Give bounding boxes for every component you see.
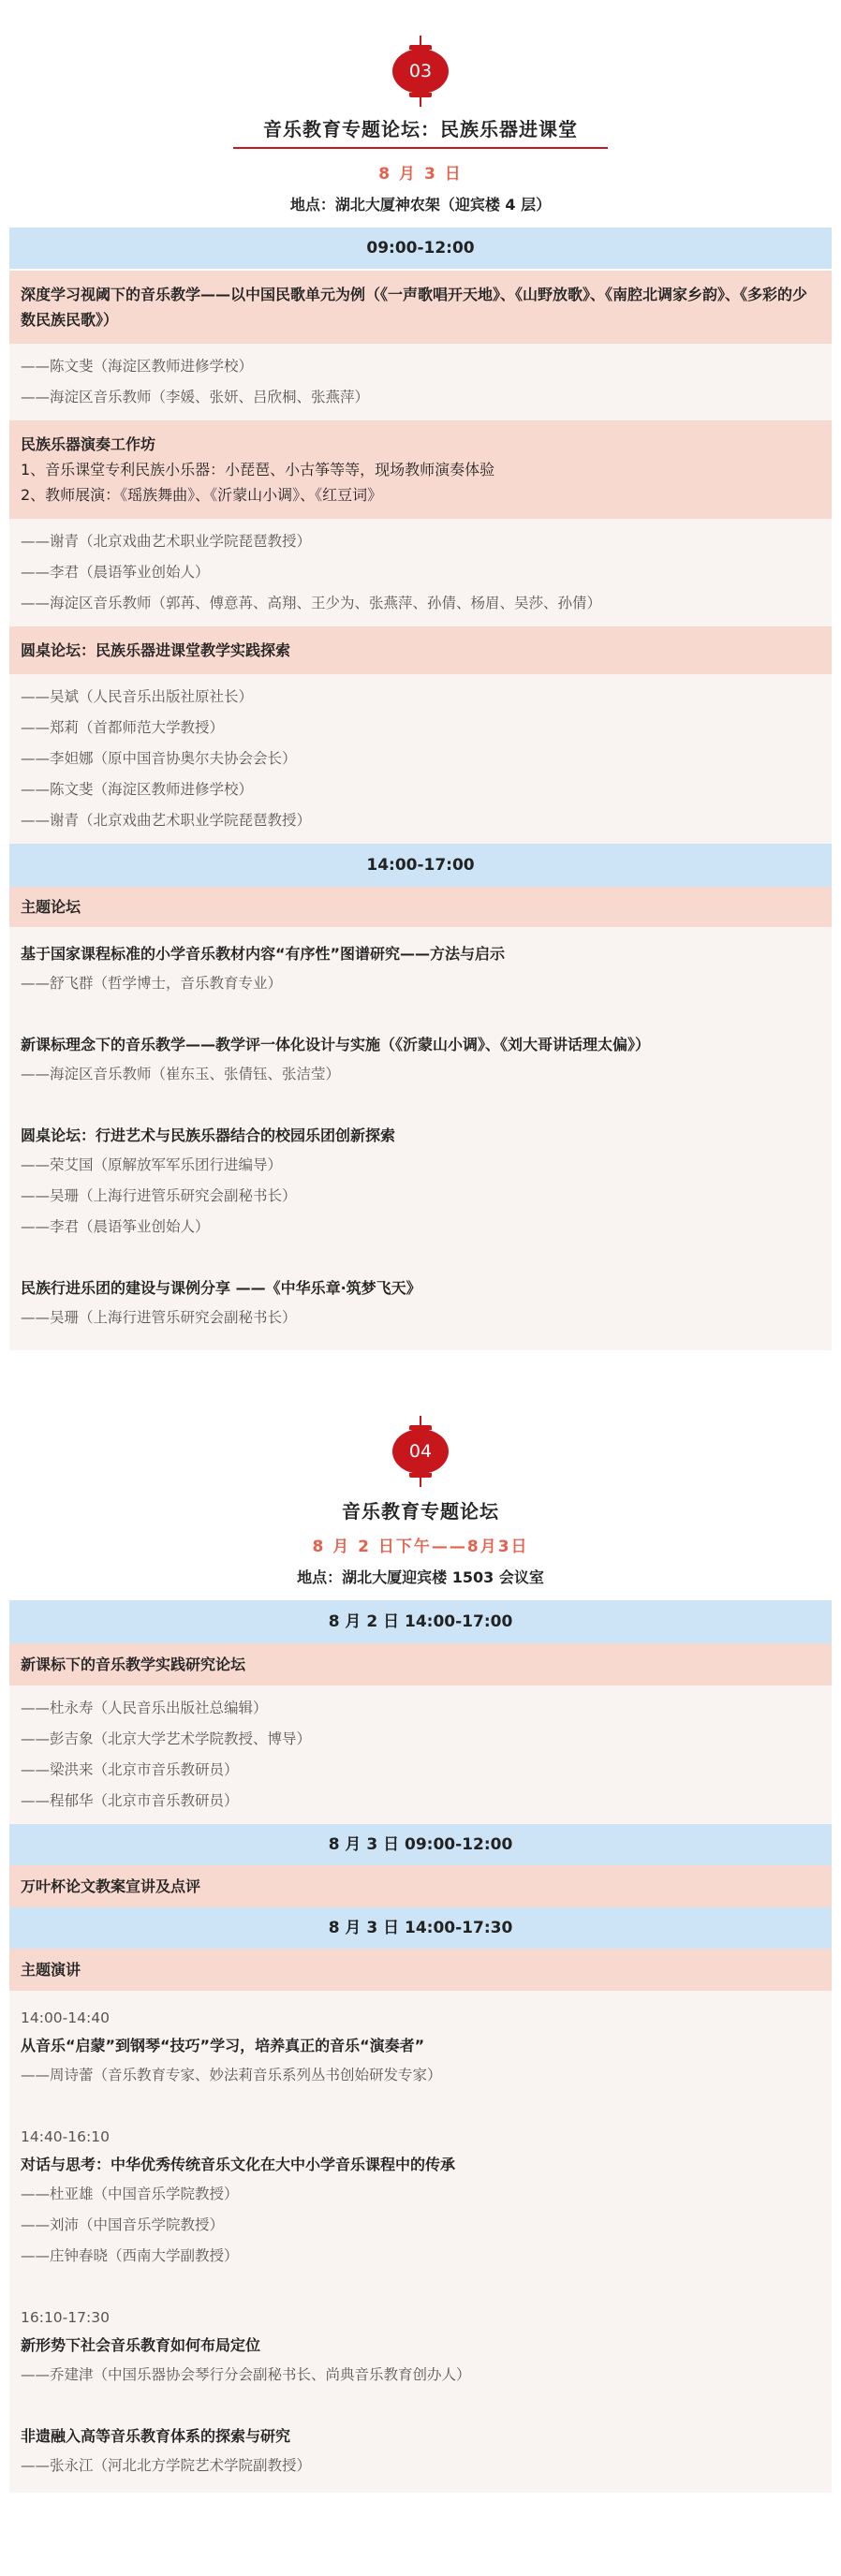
talk-title: 新课标理念下的音乐教学——教学评一体化设计与实施（《沂蒙山小调》、《刘大哥讲话理太偏》）: [21, 1036, 651, 1053]
talk-title: 新形势下社会音乐教育如何布局定位: [21, 2336, 261, 2354]
speaker: ——周诗蕾（音乐教育专家、妙法莉音乐系列丛书创始研发专家）: [21, 2067, 442, 2083]
speaker: ——李妲娜（原中国音协奥尔夫协会会长）: [21, 750, 297, 767]
talk-title: 圆桌论坛：行进艺术与民族乐器结合的校园乐团创新探索: [21, 1126, 396, 1144]
speaker: ——张永江（河北北方学院艺术学院副教授）: [21, 2457, 312, 2474]
time-bar: 8 月 2 日 14:00-17:00: [9, 1600, 832, 1643]
talk-time: 14:40-16:10: [21, 2128, 110, 2145]
speaker-list: [9, 344, 832, 420]
talk-item: [21, 2304, 820, 2391]
section-date: 8 月 3 日: [378, 165, 463, 184]
talk-item: [21, 1031, 820, 1090]
talk-title: 非遗融入高等音乐教育体系的探索与研究: [21, 2427, 291, 2445]
topic-title: 圆桌论坛：民族乐器进课堂教学实践探索: [9, 626, 832, 674]
topic-title: 主题论坛: [9, 887, 832, 927]
time-bar: 14:00-17:00: [9, 844, 832, 887]
speaker: ——荣艾国（原解放军军乐团行进编导）: [21, 1156, 283, 1173]
section-title: 音乐教育专题论坛：民族乐器进课堂: [263, 118, 578, 140]
speaker: ——程郁华（北京市音乐教研员）: [21, 1792, 239, 1809]
speaker: ——李君（晨语筝业创始人）: [21, 1218, 210, 1235]
speaker-list: [9, 1685, 832, 1824]
section-title: 音乐教育专题论坛: [342, 1500, 499, 1523]
lantern-icon: [392, 36, 449, 107]
talk-title: 基于国家课程标准的小学音乐教材内容“有序性”图谱研究——方法与启示: [21, 945, 506, 963]
speaker-list: [9, 519, 832, 626]
speaker-list: [9, 674, 832, 844]
section-number: 03: [392, 49, 449, 94]
section-date: 8 月 2 日下午——8月3日: [312, 1538, 529, 1556]
speaker: ——乔建津（中国乐器协会琴行分会副秘书长、尚典音乐教育创办人）: [21, 2366, 471, 2383]
time-bar: 8 月 3 日 09:00-12:00: [9, 1824, 832, 1865]
speaker: ——庄钟春晓（西南大学副教授）: [21, 2247, 239, 2264]
lantern-icon: [392, 1416, 449, 1487]
section-04: [0, 1416, 841, 2493]
topic-subitem: 2、教师展演：《瑶族舞曲》、《沂蒙山小调》、《红豆词》: [21, 486, 383, 504]
schedule-card: [9, 1600, 832, 2493]
speaker: ——谢青（北京戏曲艺术职业学院琵琶教授）: [21, 533, 312, 550]
section-venue: 地点：湖北大厦神农架（迎宾楼 4 层）: [289, 196, 552, 213]
topic-title: 民族乐器演奏工作坊: [21, 435, 156, 453]
topic-title: 主题演讲: [9, 1949, 832, 1991]
speaker: ——谢青（北京戏曲艺术职业学院琵琶教授）: [21, 812, 312, 829]
speaker: ——吴斌（人民音乐出版社原社长）: [21, 688, 254, 705]
talk-item: [21, 1274, 820, 1333]
time-bar: 8 月 3 日 14:00-17:30: [9, 1907, 832, 1949]
schedule-card: [9, 228, 832, 1350]
talk-list: [9, 1991, 832, 2493]
speaker: ——郑莉（首都师范大学教授）: [21, 719, 225, 736]
talk-item: [21, 2422, 820, 2481]
talk-title: 对话与思考：中华优秀传统音乐文化在大中小学音乐课程中的传承: [21, 2156, 456, 2173]
speaker: ——杜永寿（人民音乐出版社总编辑）: [21, 1700, 268, 1716]
talk-list: [9, 927, 832, 1350]
speaker: ——刘沛（中国音乐学院教授）: [21, 2216, 225, 2233]
speaker: ——吴珊（上海行进管乐研究会副秘书长）: [21, 1309, 297, 1326]
speaker: ——梁洪来（北京市音乐教研员）: [21, 1761, 239, 1778]
topic-title: 新课标下的音乐教学实践研究论坛: [9, 1643, 832, 1685]
talk-item: [21, 1122, 820, 1243]
section-number: 04: [392, 1429, 449, 1474]
speaker: ——彭吉象（北京大学艺术学院教授、博导）: [21, 1730, 312, 1747]
topic-subitem: 1、音乐课堂专利民族小乐器：小琵琶、小古筝等等，现场教师演奏体验: [21, 461, 495, 478]
speaker: ——陈文斐（海淀区教师进修学校）: [21, 358, 254, 375]
section-04-header: [0, 1416, 841, 1587]
section-03-header: [0, 36, 841, 214]
speaker: ——李君（晨语筝业创始人）: [21, 564, 210, 581]
speaker: ——海淀区音乐教师（郭苒、傅意苒、高翔、王少为、张燕萍、孙倩、杨眉、吴莎、孙倩）: [21, 595, 602, 611]
talk-title: 从音乐“启蒙”到钢琴“技巧”学习，培养真正的音乐“演奏者”: [21, 2037, 425, 2054]
talk-item: [21, 2004, 820, 2091]
speaker: ——陈文斐（海淀区教师进修学校）: [21, 781, 254, 798]
speaker: ——吴珊（上海行进管乐研究会副秘书长）: [21, 1187, 297, 1204]
section-venue: 地点：湖北大厦迎宾楼 1503 会议室: [297, 1568, 544, 1586]
topic-block: [9, 420, 832, 519]
talk-item: [21, 2123, 820, 2272]
talk-item: [21, 940, 820, 999]
topic-title: 万叶杯论文教案宣讲及点评: [9, 1865, 832, 1907]
talk-title: 民族行进乐团的建设与课例分享 ——《中华乐章·筑梦飞天》: [21, 1279, 421, 1297]
topic-title: 深度学习视阈下的音乐教学——以中国民歌单元为例（《一声歌唱开天地》、《山野放歌》、《南腔北调家乡韵》、《多彩的少数民族民歌》）: [9, 271, 832, 344]
speaker: ——舒飞群（哲学博士，音乐教育专业）: [21, 975, 283, 992]
talk-time: 14:00-14:40: [21, 2009, 110, 2026]
time-bar: 09:00-12:00: [9, 228, 832, 269]
speaker: ——海淀区音乐教师（崔东玉、张倩钰、张洁莹）: [21, 1066, 341, 1082]
speaker: ——海淀区音乐教师（李媛、张妍、吕欣桐、张燕萍）: [21, 389, 370, 405]
talk-time: 16:10-17:30: [21, 2309, 110, 2326]
title-divider: [233, 147, 608, 149]
speaker: ——杜亚雄（中国音乐学院教授）: [21, 2186, 239, 2202]
